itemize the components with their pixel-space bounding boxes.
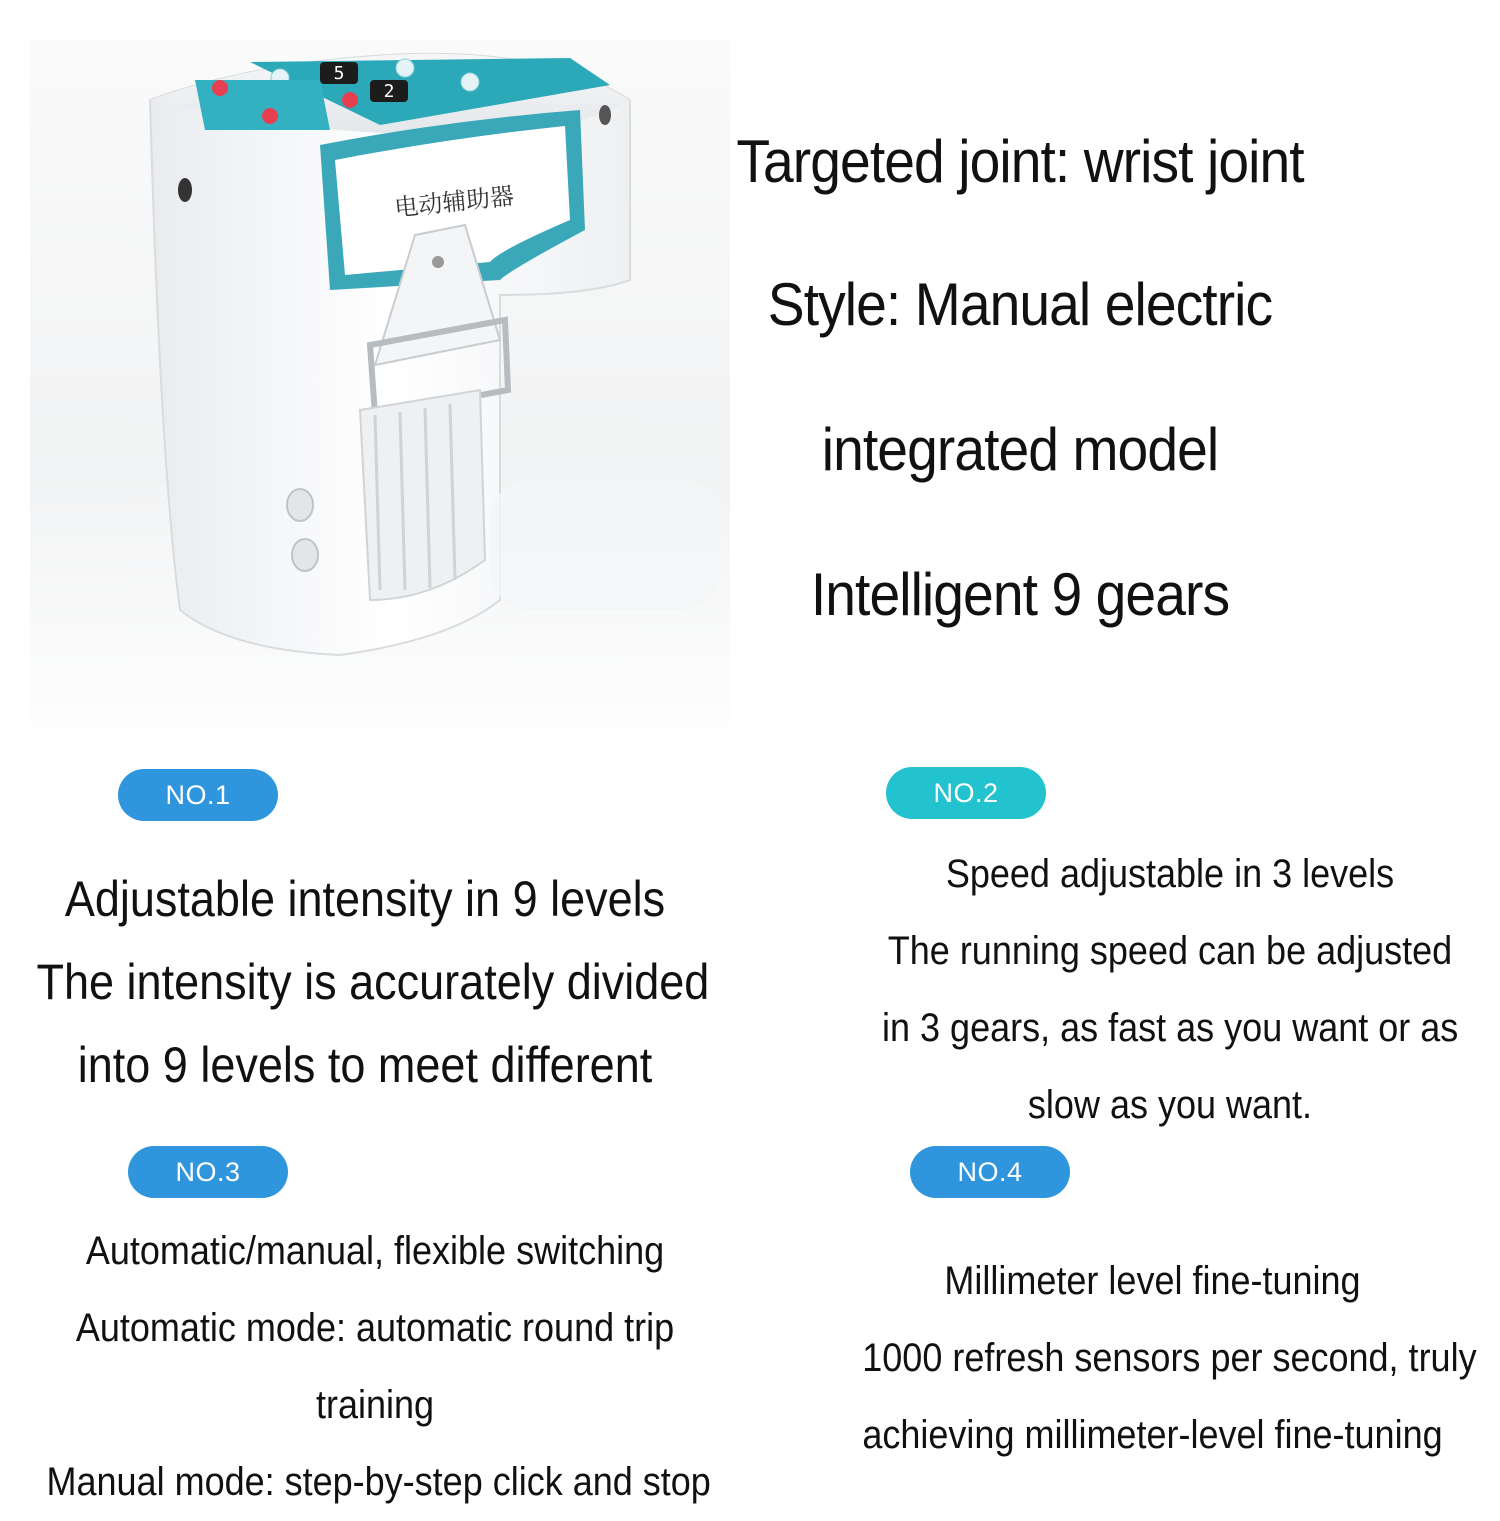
feature-3-line-4: Manual mode: step-by-step click and stop [46, 1460, 711, 1504]
feature-4-line-2: 1000 refresh sensors per second, truly [862, 1336, 1477, 1380]
feature-3-text [10, 1213, 740, 1521]
feature-4-line-1: Millimeter level fine-tuning [944, 1259, 1361, 1303]
feature-1-line-2: The intensity is accurately divided [36, 954, 710, 1010]
feature-3-line-1: Automatic/manual, flexible switching [85, 1229, 665, 1273]
feature-2-text [850, 836, 1490, 1144]
display-top-value: 5 [333, 63, 345, 84]
wrist-rehab-device-illustration [30, 40, 730, 760]
spec-model: integrated model [821, 416, 1219, 483]
spec-style: Style: Manual electric [767, 271, 1273, 338]
feature-4-text [830, 1243, 1475, 1474]
feature-4-line-3: achieving millimeter-level fine-tuning [862, 1413, 1443, 1457]
feature-3-line-3: training [315, 1383, 435, 1427]
feature-1-text [0, 858, 730, 1107]
feature-2-badge: NO.2 [886, 767, 1046, 819]
feature-2-line-1: Speed adjustable in 3 levels [945, 852, 1395, 896]
product-image-area [30, 40, 730, 760]
spec-gears: Intelligent 9 gears [810, 561, 1230, 628]
feature-3-badge: NO.3 [128, 1146, 288, 1198]
feature-4-badge: NO.4 [910, 1146, 1070, 1198]
feature-2-line-3: in 3 gears, as fast as you want or as [882, 1006, 1459, 1050]
feature-1-line-1: Adjustable intensity in 9 levels [64, 871, 666, 927]
feature-1-badge: NO.1 [118, 769, 278, 821]
feature-2-line-2: The running speed can be adjusted [887, 929, 1453, 973]
feature-3-line-2: Automatic mode: automatic round trip [75, 1306, 675, 1350]
device-panel-label: 电动辅助器 [393, 181, 516, 223]
spec-targeted-joint: Targeted joint: wrist joint [736, 128, 1304, 195]
feature-1-line-3: into 9 levels to meet different [77, 1037, 653, 1093]
feature-2-line-4: slow as you want. [1027, 1083, 1313, 1127]
display-bottom-value: 2 [383, 81, 395, 102]
